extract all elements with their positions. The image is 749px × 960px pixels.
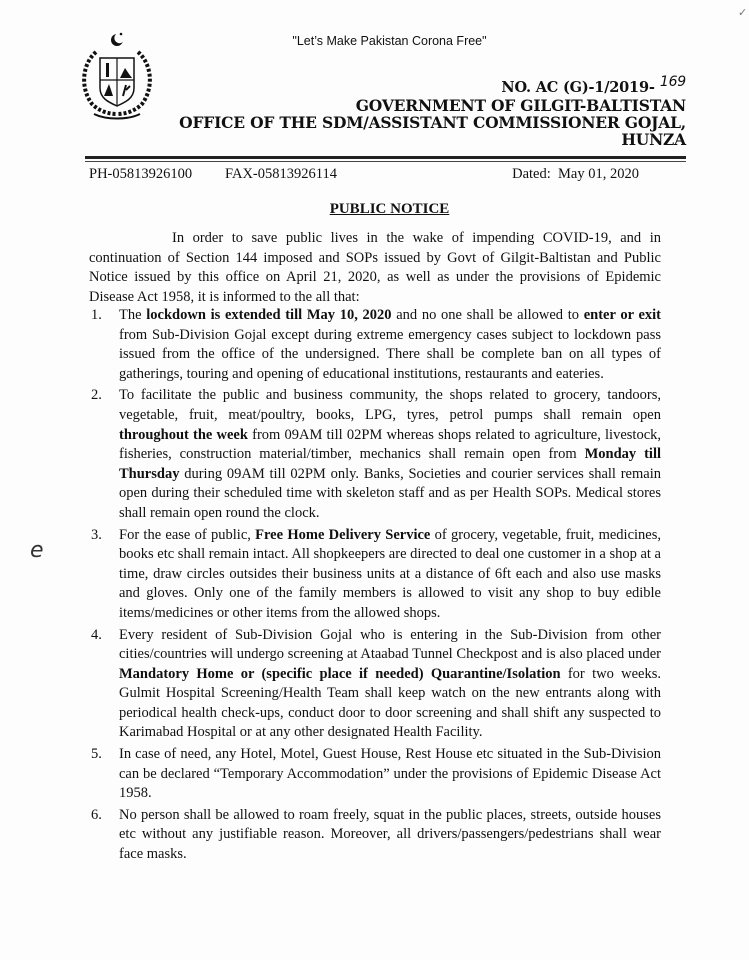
notice-date: May 01, 2020 (558, 166, 639, 182)
notice-item-text: In case of need, any Hotel, Motel, Guest House, Rest House etc situated in the Sub-Division can be declared “Temporary Accommodation” under the provisions of Epidemic Disease Act 1958. (119, 746, 661, 802)
notice-item-text: for two weeks. Gulmit Hospital Screening/Health Team shall keep watch on the new entrants along with periodical health check-ups, conduct door to door screening and shall shift any suspected to Karimabad Hospital or at any other designated Health Facility. (119, 665, 661, 741)
notice-item-text: Every resident of Sub-Division Gojal who is entering in the Sub-Division from other cities/countries will undergo screening at Ataabad Tunnel Checkpost and is also placed under (119, 626, 661, 663)
notice-item (91, 626, 661, 744)
notice-item-emphasis: enter or exit (583, 307, 662, 323)
notice-item-text: and no one shall be allowed to (391, 307, 584, 323)
office-name: OFFICE OF THE SDM/ASSISTANT COMMISSIONER GOJAL, (179, 113, 686, 132)
notice-item (91, 526, 661, 624)
notice-item-number: 5. (91, 746, 102, 763)
contact-line (89, 166, 639, 186)
notice-item-number: 6. (91, 806, 102, 823)
intro-paragraph: In order to save public lives in the wake of impending COVID-19, and in continuation of Section 144 imposed and SOPs issued by Govt of Gilgit-Baltistan and Public Notice issued by this office on April 21, 2020, as well as under the provisions of Epidemic Disease Act 1958, it is informed to the all that: (89, 230, 661, 305)
notice-item-text: from Sub-Division Gojal except during extreme emergency cases subject to lockdown pass issued from the office of the undersigned. There shall be complete ban on all types of gatherings, touring and opening of educational institutions, restaurants and eateries. (119, 326, 661, 382)
notice-item-text: No person shall be allowed to roam freely, squat in the public places, streets, outside houses etc without any justifiable reason. Moreover, all drivers/passengers/pedestrians shall wear face masks. (119, 806, 661, 863)
header-divider-thin (85, 161, 686, 162)
slogan: "Let’s Make Pakistan Corona Free" (292, 34, 487, 48)
gilgit-baltistan-emblem-icon (76, 30, 158, 122)
corner-tick-mark: ✓ (738, 7, 748, 19)
notice-item-emphasis: throughout the week (119, 426, 248, 443)
office-location: HUNZA (621, 130, 686, 149)
notice-item (91, 745, 661, 804)
notice-item-emphasis: lockdown is extended till May 10, 2020 (146, 307, 392, 323)
notice-item-emphasis: Mandatory Home or (specific place if needed) Quarantine/Isolation (119, 665, 561, 682)
handwritten-margin-mark: e (30, 538, 44, 563)
reference-line (179, 74, 686, 97)
notice-item-number: 4. (91, 626, 102, 643)
phone-number: PH-05813926100 (89, 166, 193, 182)
notice-item-number: 3. (91, 526, 102, 543)
notice-item-emphasis: Monday till Thursday (119, 446, 661, 482)
letterhead (179, 74, 686, 149)
reference-number: NO. AC (G)-1/2019- (501, 79, 655, 96)
handwritten-number: 169 (659, 74, 686, 90)
government-name: GOVERNMENT OF GILGIT-BALTISTAN (355, 96, 686, 115)
notice-item-text: during 09AM till 02PM only. Banks, Societies and courier services shall remain open during their scheduled time with skeleton staff and as per Health SOPs. Medical stores shall remain open round the clock. (119, 465, 661, 521)
notice-item (91, 806, 661, 865)
notice-item-emphasis: Free Home Delivery Service (255, 526, 431, 543)
date-line (512, 166, 639, 183)
notice-item-text: of grocery, vegetable, fruit, medicines, books etc shall remain intact. All shopkeepers are directed to deal one customer in a shop at a time, draw circles outsides their business units at a distance of 6ft each and also use masks and gloves. Only one of the family members is allowed to visit any shop to buy edible items/medicines or other items from the allowed shops. (119, 526, 661, 621)
notice-item-number: 1. (91, 307, 102, 323)
header-divider-thick (85, 156, 686, 159)
notice-item (91, 386, 662, 523)
notice-items-list (89, 306, 661, 867)
notice-item-number: 2. (91, 387, 102, 404)
fax-number: FAX-05813926114 (225, 166, 337, 182)
notice-item-text: To facilitate the public and business community, the shops related to grocery, tandoors, vegetable, fruit, meat/poultry, books, LPG, tyres, petrol pumps shall remain open (119, 387, 661, 423)
notice-item (91, 306, 662, 384)
notice-item-text: from 09AM till 02PM whereas shops related to agriculture, livestock, fisheries, construction material/timber, mechanics shall remain open from (119, 426, 662, 463)
dated-label: Dated: (512, 166, 551, 182)
notice-item-text: The (119, 307, 147, 323)
notice-item-text: For the ease of public, (119, 526, 256, 543)
notice-title: PUBLIC NOTICE (329, 201, 450, 217)
